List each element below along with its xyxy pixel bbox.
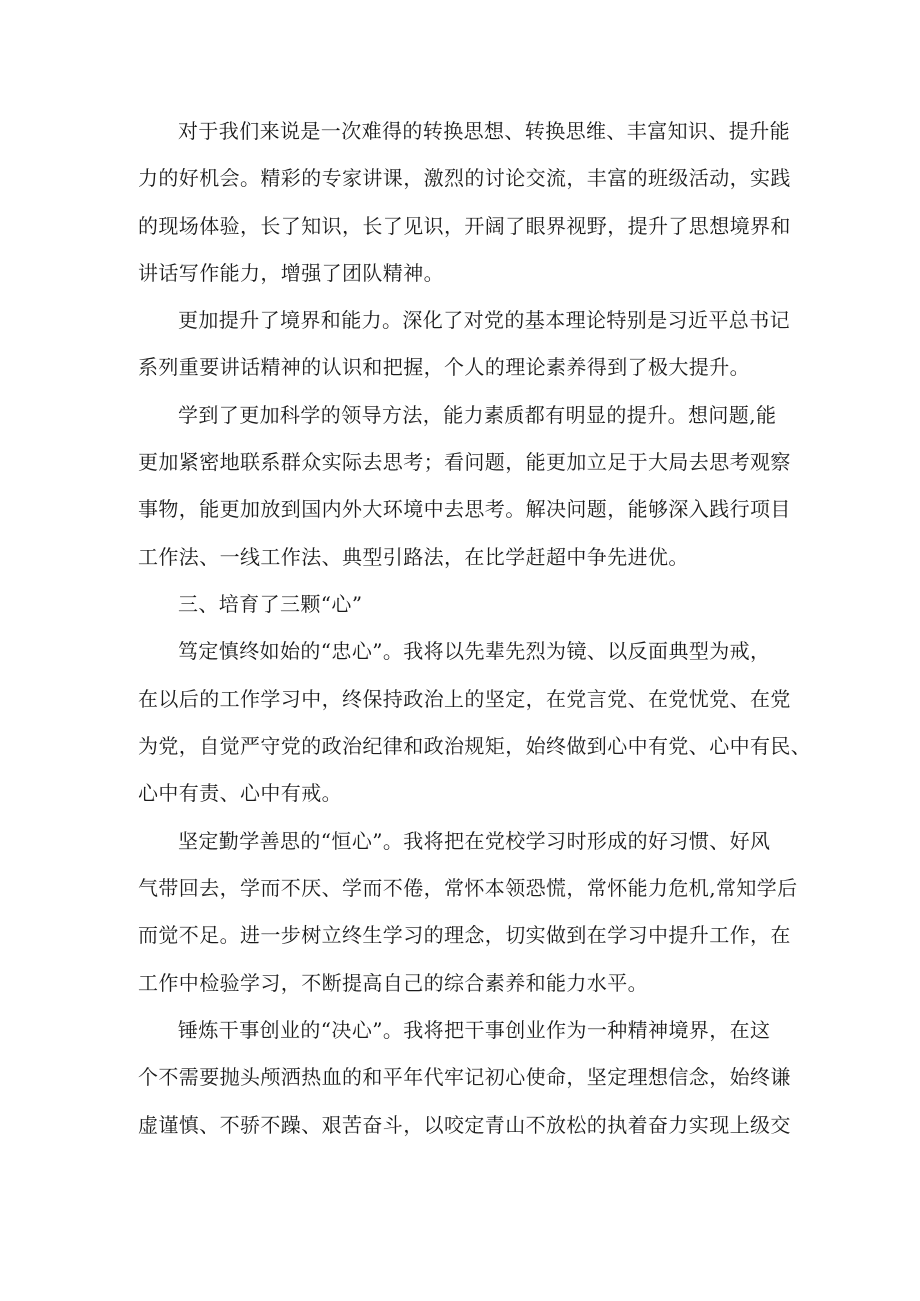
text-line: 力的好机会。精彩的专家讲课，激烈的讨论交流，丰富的班级活动，实践 bbox=[138, 166, 791, 190]
text-line: 虚谨慎、不骄不躁、艰苦奋斗，以咬定青山不放松的执着奋力实现上级交 bbox=[138, 1113, 791, 1137]
text-line: 心中有责、心中有戒。 bbox=[138, 781, 342, 805]
text-line: 更加紧密地联系群众实际去思考；看问题，能更加立足于大局去思考观察 bbox=[138, 450, 791, 474]
text-line: 为党，自觉严守党的政治纪律和政治规矩，始终做到心中有党、心中有民、 bbox=[138, 734, 812, 758]
text-line: 对于我们来说是一次难得的转换思想、转换思维、丰富知识、提升能 bbox=[178, 119, 790, 143]
text-line: 工作中检验学习，不断提高自己的综合素养和能力水平。 bbox=[138, 971, 648, 995]
text-line: 气带回去，学而不厌、学而不倦，常怀本领恐慌，常怀能力危机,常知学后 bbox=[138, 876, 798, 900]
text-line: 在以后的工作学习中，终保持政治上的坚定，在党言党、在党忧党、在党 bbox=[138, 687, 791, 711]
section-heading: 三、培育了三颗“心” bbox=[178, 592, 363, 616]
text-line: 坚定勤学善思的“恒心”。我将把在党校学习时形成的好习惯、好风 bbox=[178, 829, 771, 853]
text-line: 学到了更加科学的领导方法，能力素质都有明显的提升。想问题,能 bbox=[178, 403, 777, 427]
text-line: 锤炼干事创业的“决心”。我将把干事创业作为一种精神境界，在这 bbox=[178, 1018, 771, 1042]
text-line: 的现场体验，长了知识，长了见识，开阔了眼界视野，提升了思想境界和 bbox=[138, 214, 791, 238]
text-line: 而觉不足。进一步树立终生学习的理念，切实做到在学习中提升工作，在 bbox=[138, 923, 791, 947]
text-line: 更加提升了境界和能力。深化了对党的基本理论特别是习近平总书记 bbox=[178, 308, 790, 332]
text-line: 事物，能更加放到国内外大环境中去思考。解决问题，能够深入践行项目 bbox=[138, 497, 791, 521]
text-line: 工作法、一线工作法、典型引路法，在比学赶超中争先进优。 bbox=[138, 545, 689, 569]
text-line: 笃定慎终如始的“忠心”。我将以先辈先烈为镜、以反面典型为戒， bbox=[178, 639, 771, 663]
text-line: 系列重要讲话精神的认识和把握，个人的理论素养得到了极大提升。 bbox=[138, 355, 750, 379]
text-line: 讲话写作能力，增强了团队精神。 bbox=[138, 261, 444, 285]
text-line: 个不需要抛头颅洒热血的和平年代牢记初心使命，坚定理想信念，始终谦 bbox=[138, 1065, 791, 1089]
